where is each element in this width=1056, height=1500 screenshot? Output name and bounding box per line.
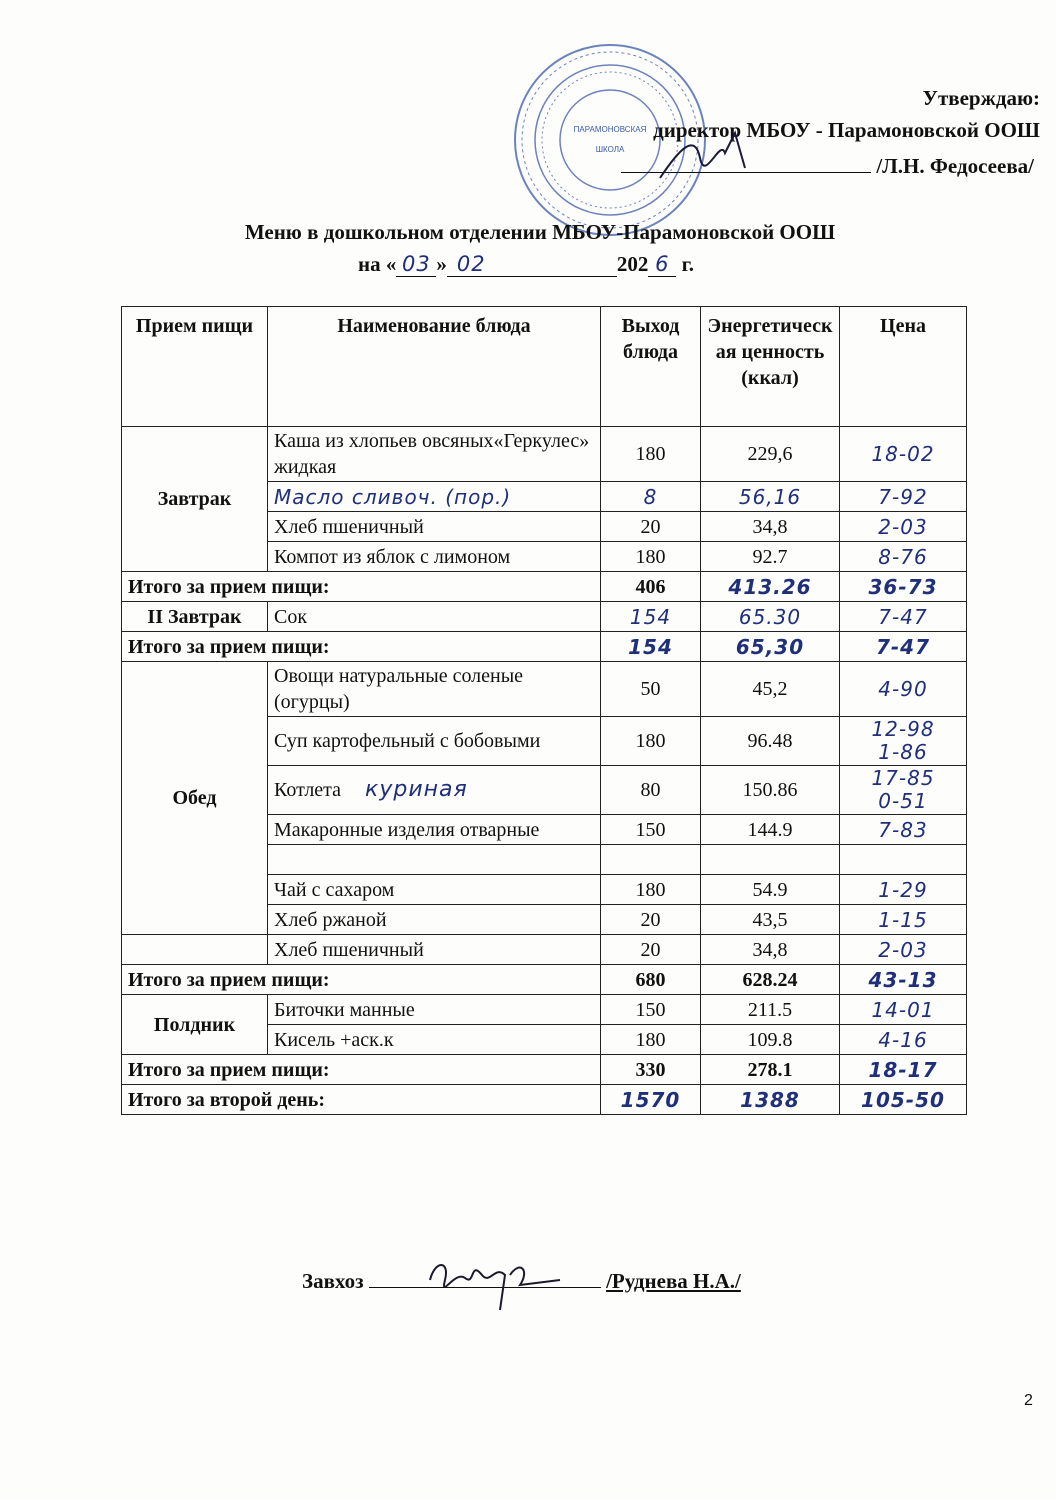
price-value: 7-83 <box>878 817 928 842</box>
meal-cell: Обед <box>122 662 268 935</box>
dish-cell <box>268 935 601 965</box>
price-cell <box>840 512 967 542</box>
header-output: Выход блюда <box>601 307 701 427</box>
header-dish: Наименование блюда <box>268 307 601 427</box>
dish-cell <box>268 815 601 845</box>
price-value: 1-15 <box>878 907 928 932</box>
date-year-suffix: г. <box>681 252 695 276</box>
price-cell <box>840 995 967 1025</box>
energy-cell: 34,8 <box>701 512 840 542</box>
dish-cell <box>268 1025 601 1055</box>
dish-name: Биточки манные <box>274 998 415 1021</box>
storekeeper-signature <box>420 1250 570 1320</box>
footer-name: /Руднева Н.А./ <box>606 1269 741 1293</box>
dish-cell <box>268 717 601 766</box>
director-signature <box>650 128 760 188</box>
total-price: 105-50 <box>840 1085 967 1115</box>
footer-role: Завхоз <box>302 1269 364 1293</box>
dish-name: Компот из яблок с лимоном <box>274 545 511 568</box>
energy-cell: 45,2 <box>701 662 840 717</box>
dish-name: Каша из хлопьев овсяных«Геркулес» жидкая <box>274 430 590 478</box>
price-cell <box>840 662 967 717</box>
date-prefix: на « <box>358 252 397 276</box>
dish-name: Овощи натуральные соленые (огурцы) <box>274 665 524 713</box>
price-cell <box>840 875 967 905</box>
total-label: Итого за прием пищи: <box>122 632 601 662</box>
approval-label: Утверждаю: <box>922 86 1040 110</box>
table-row <box>122 602 967 632</box>
price-value: 4-16 <box>878 1027 928 1052</box>
header-meal: Прием пищи <box>122 307 268 427</box>
approval-position: директор МБОУ - Парамоновской ООШ <box>653 118 1040 142</box>
energy-cell: 229,6 <box>701 427 840 482</box>
total-label: Итого за прием пищи: <box>122 965 601 995</box>
date-day: 03 <box>396 252 436 277</box>
output-cell: 150 <box>601 995 701 1025</box>
dish-cell <box>268 482 601 512</box>
dish-name: Кисель +аск.к <box>274 1028 394 1051</box>
output-cell: 20 <box>601 935 701 965</box>
dish-cell <box>268 995 601 1025</box>
price-cell <box>840 766 967 815</box>
dish-cell <box>268 427 601 482</box>
price-cell <box>840 542 967 572</box>
price-cell <box>840 427 967 482</box>
menu-date <box>358 252 694 277</box>
output-cell: 150 <box>601 815 701 845</box>
energy-cell: 92.7 <box>701 542 840 572</box>
energy-cell: 56,16 <box>701 482 840 512</box>
energy-cell: 54.9 <box>701 875 840 905</box>
price-value: 8-76 <box>878 544 928 569</box>
table-header-row <box>122 307 967 427</box>
total-energy: 413.26 <box>701 572 840 602</box>
dish-cell <box>268 766 601 815</box>
price-cell <box>840 602 967 632</box>
output-cell: 50 <box>601 662 701 717</box>
dish-name: Сок <box>274 605 308 628</box>
energy-cell: 96.48 <box>701 717 840 766</box>
dish-name: Макаронные изделия отварные <box>274 818 540 841</box>
table-row <box>122 995 967 1025</box>
dish-name: Котлета <box>274 778 342 801</box>
table-row <box>122 662 967 717</box>
output-cell: 180 <box>601 542 701 572</box>
price-value: 18-02 <box>871 442 935 466</box>
price-cell <box>840 935 967 965</box>
table-row <box>122 935 967 965</box>
output-cell: 180 <box>601 427 701 482</box>
price-value: 12-98 <box>871 717 935 741</box>
energy-cell: 150.86 <box>701 766 840 815</box>
meal-cell: II Завтрак <box>122 602 268 632</box>
svg-text:ПАРАМОНОВСКАЯ: ПАРАМОНОВСКАЯ <box>573 125 647 134</box>
menu-table <box>121 306 967 1115</box>
dish-cell <box>268 602 601 632</box>
dish-cell <box>268 662 601 717</box>
price-value: 0-51 <box>878 789 928 813</box>
approval-name: /Л.Н. Федосеева/ <box>876 154 1034 178</box>
output-cell <box>601 845 701 875</box>
total-output: 330 <box>601 1055 701 1085</box>
dish-name: Суп картофельный с бобовыми <box>274 730 541 752</box>
header-price: Цена <box>840 307 967 427</box>
meal-cell: Полдник <box>122 995 268 1055</box>
output-cell: 154 <box>601 602 701 632</box>
price-cell <box>840 482 967 512</box>
price-value: 14-01 <box>871 997 935 1022</box>
price-value: 4-90 <box>878 677 928 701</box>
dish-cell <box>268 512 601 542</box>
price-value: 1-86 <box>878 740 928 764</box>
total-price: 7-47 <box>840 632 967 662</box>
meal-cell: Завтрак <box>122 427 268 572</box>
dish-name: Масло сливоч. (пор.) <box>274 484 512 509</box>
price-cell <box>840 1025 967 1055</box>
total-label: Итого за прием пищи: <box>122 1055 601 1085</box>
price-value: 2-03 <box>878 937 928 962</box>
page-number: 2 <box>1024 1392 1033 1409</box>
total-output: 154 <box>601 632 701 662</box>
energy-cell: 144.9 <box>701 815 840 845</box>
total-price: 36-73 <box>840 572 967 602</box>
dish-cell <box>268 845 601 875</box>
total-output: 680 <box>601 965 701 995</box>
total-price: 43-13 <box>840 965 967 995</box>
energy-cell: 109.8 <box>701 1025 840 1055</box>
total-row <box>122 1085 967 1115</box>
total-energy: 65,30 <box>701 632 840 662</box>
price-cell <box>840 815 967 845</box>
total-row <box>122 1055 967 1085</box>
price-value: 2-03 <box>878 514 928 539</box>
energy-cell: 34,8 <box>701 935 840 965</box>
price-value: 7-47 <box>878 604 928 629</box>
energy-cell: 211.5 <box>701 995 840 1025</box>
energy-cell: 43,5 <box>701 905 840 935</box>
output-cell: 20 <box>601 905 701 935</box>
meal-cell <box>122 935 268 965</box>
output-cell: 20 <box>601 512 701 542</box>
svg-text:ШКОЛА: ШКОЛА <box>595 145 625 154</box>
output-cell: 180 <box>601 1025 701 1055</box>
energy-cell: 65.30 <box>701 602 840 632</box>
total-energy: 278.1 <box>701 1055 840 1085</box>
price-value: 1-29 <box>878 877 928 902</box>
price-cell <box>840 717 967 766</box>
header-energy: Энергетическая ценность (ккал) <box>701 307 840 427</box>
output-cell: 180 <box>601 717 701 766</box>
table-row <box>122 427 967 482</box>
output-cell: 80 <box>601 766 701 815</box>
total-energy: 1388 <box>701 1085 840 1115</box>
output-cell: 180 <box>601 875 701 905</box>
dish-cell <box>268 875 601 905</box>
total-output: 1570 <box>601 1085 701 1115</box>
date-year-digit: 6 <box>648 252 676 277</box>
date-year-prefix: 202 <box>616 252 649 276</box>
dish-cell <box>268 905 601 935</box>
dish-cell <box>268 542 601 572</box>
dish-handwritten: куриная <box>365 776 468 802</box>
total-label: Итого за прием пищи: <box>122 572 601 602</box>
dish-name: Хлеб ржаной <box>274 908 387 931</box>
price-cell <box>840 845 967 875</box>
page-title: Меню в дошкольном отделении МБОУ-Парамоновской ООШ <box>244 220 836 244</box>
total-row <box>122 572 967 602</box>
date-month: 02 <box>447 252 617 277</box>
total-label: Итого за второй день: <box>122 1085 601 1115</box>
output-cell: 8 <box>601 482 701 512</box>
dish-name: Чай с сахаром <box>274 878 395 901</box>
price-value: 7-92 <box>878 484 928 509</box>
price-cell <box>840 905 967 935</box>
energy-cell <box>701 845 840 875</box>
total-row <box>122 632 967 662</box>
price-value: 17-85 <box>871 766 935 790</box>
total-price: 18-17 <box>840 1055 967 1085</box>
dish-name: Хлеб пшеничный <box>274 515 424 538</box>
total-row <box>122 965 967 995</box>
date-mid: » <box>436 252 447 276</box>
total-output: 406 <box>601 572 701 602</box>
dish-name: Хлеб пшеничный <box>274 938 424 961</box>
total-energy: 628.24 <box>701 965 840 995</box>
